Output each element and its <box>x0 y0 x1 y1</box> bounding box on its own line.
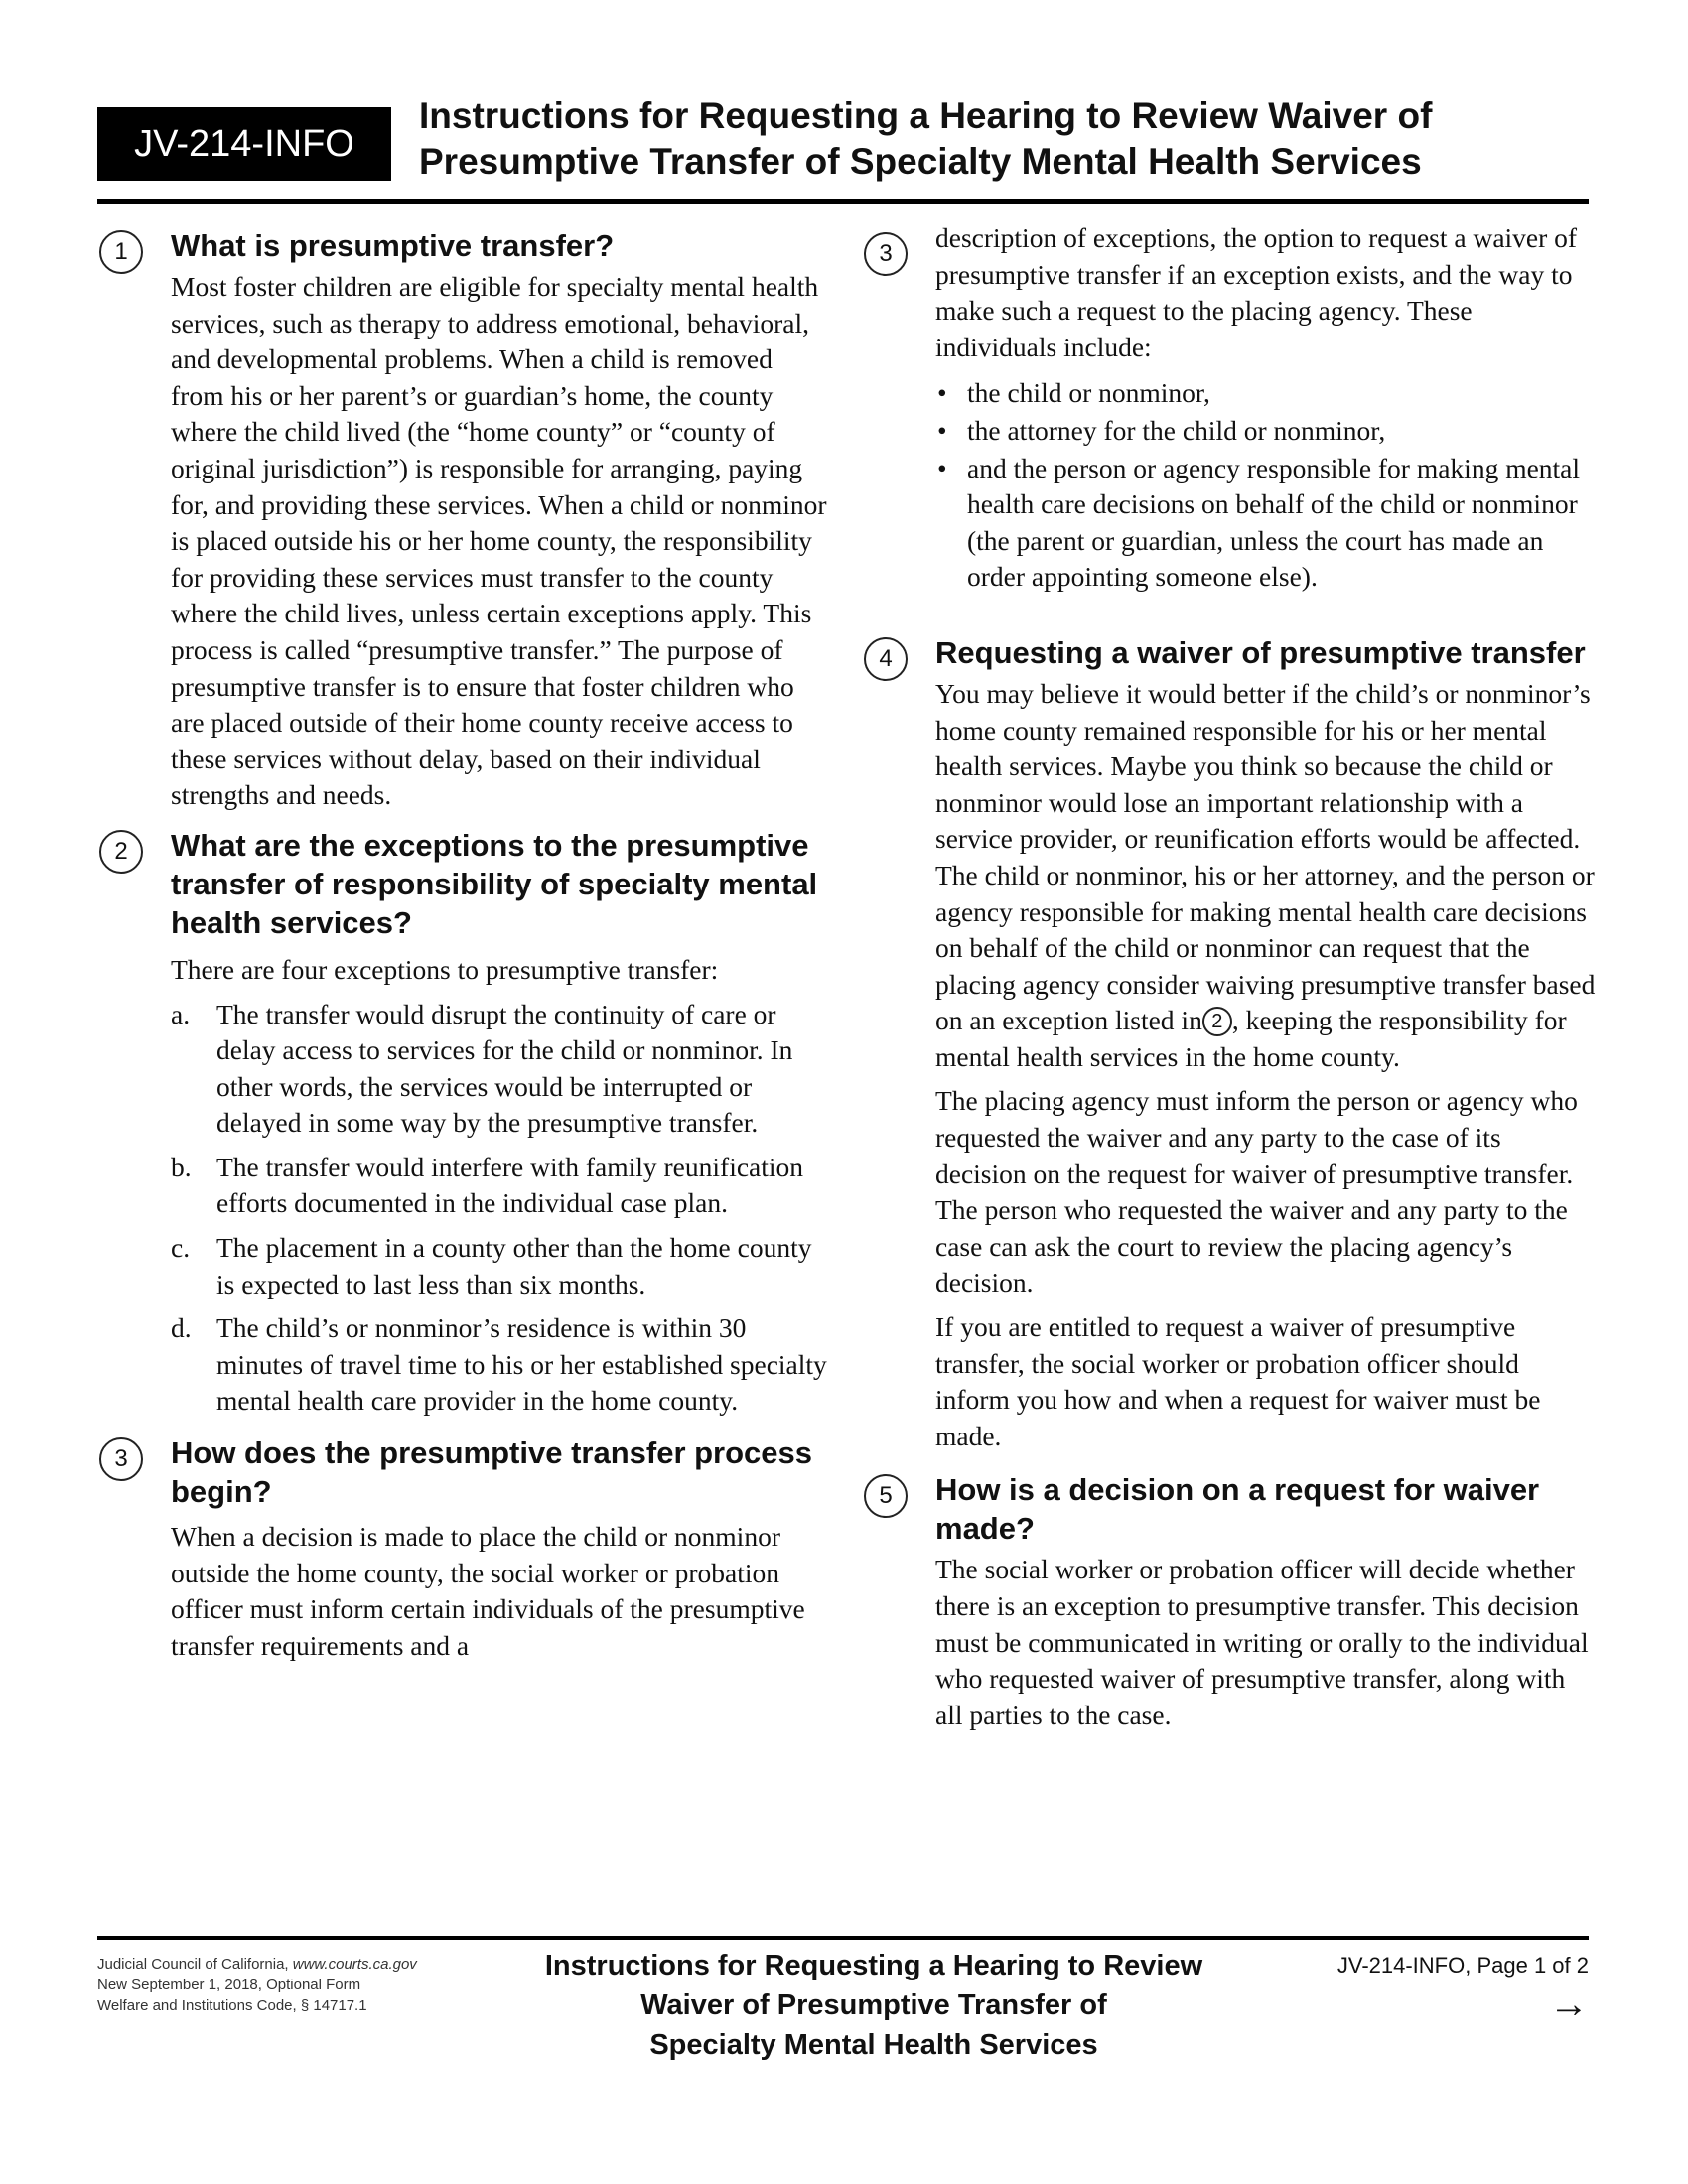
form-title-line-2: Presumptive Transfer of Specialty Mental Health Services <box>419 141 1422 182</box>
form-title <box>419 93 1591 185</box>
section-2-reference-icon: 2 <box>1202 1007 1232 1036</box>
section-3-heading: How does the presumptive transfer process begin? <box>171 1435 813 1510</box>
footer-divider <box>97 1936 1589 1940</box>
notify-list-item <box>935 375 1597 412</box>
form-id-badge: JV-214-INFO <box>97 107 391 181</box>
footer-form-id: JV-214-INFO, <box>1336 1953 1472 1978</box>
exception-marker: b. <box>171 1151 192 1182</box>
section-3-paragraph: When a decision is made to place the child or nonminor outside the home county, the social worker or probation officer must inform certain individuals of the presumptive transfer requirements and a <box>171 1521 805 1661</box>
section-2-intro: There are four exceptions to presumptive transfer: <box>171 953 719 985</box>
section-4-text-after: , keeping the responsibility for mental health services in the home county. <box>935 1005 1567 1072</box>
notify-list-text: the child or nonminor, <box>967 377 1210 409</box>
bullet-icon: • <box>937 452 947 483</box>
exception-item <box>171 1150 832 1222</box>
exception-text: The transfer would disrupt the continuity of care or delay access to services for the child or nonminor. In other words, the services would be interrupted or delayed in some way by the presumptive transfer. <box>216 998 793 1139</box>
footer-source-line-1 <box>97 1954 494 1975</box>
footer-title-line-1: Instructions for Requesting a Hearing to Review <box>544 1950 1203 1981</box>
header-divider <box>97 199 1589 204</box>
exception-marker: d. <box>171 1312 192 1344</box>
section-5-heading: How is a decision on a request for waiver made? <box>935 1472 1540 1547</box>
section-3-continued <box>862 220 1597 596</box>
bullet-icon: • <box>937 377 947 409</box>
section-number-1: 1 <box>99 230 143 274</box>
exception-text: The placement in a county other than the home county is expected to last less than six months. <box>216 1232 812 1299</box>
section-4-text-before: You may believe it would better if the child’s or nonminor’s home county remained responsible for his or her mental health services. Maybe you think so because the child or nonminor would lose an important relationship with a service provider, or reunification efforts would be affected. The child or nonminor, his or her attorney, and the person or agency responsible for making mental health care decisions on behalf of the child or nonminor can request that the placing agency consider waiving presumptive transfer based on an exception listed in <box>935 677 1596 1036</box>
section-1-paragraph: Most foster children are eligible for specialty mental health services, such as therapy to address emotional, behavioral, and developmental problems. When a child is removed from his or her parent’s or guardian’s home, the county where the child lived (the “home county” or “county of original jurisdiction”) is responsible for arranging, paying for, and providing these services. When a child or nonminor is placed outside his or her home county, the responsibility for providing these services must transfer to the county where the child lives, unless certain exceptions apply. This process is called “presumptive transfer.” The purpose of presumptive transfer is to ensure that foster children who are placed outside of their home county receive access to these services without delay, based on their individual strengths and needs. <box>171 271 827 811</box>
section-3 <box>97 1433 832 1664</box>
footer-title <box>487 1946 1261 2065</box>
section-4-paragraph-1 <box>935 676 1597 1076</box>
next-page-arrow-icon[interactable]: → <box>1549 1982 1589 2026</box>
right-column <box>862 220 1597 1741</box>
section-4-heading: Requesting a waiver of presumptive transfer <box>935 634 1586 670</box>
section-5-paragraph: The social worker or probation officer will decide whether there is an exception to presumptive transfer. This decision must be communicated in writing or orally to the individual who requested waiver of presumptive transfer, along with all parties to the case. <box>935 1554 1589 1730</box>
exception-item <box>171 1230 832 1302</box>
exception-marker: a. <box>171 998 191 1029</box>
section-4 <box>862 633 1597 1454</box>
notify-list-item <box>935 451 1597 596</box>
left-column <box>97 226 832 1672</box>
footer-title-line-3: Specialty Mental Health Services <box>649 2029 1098 2061</box>
section-2-heading: What are the exceptions to the presumptive transfer of responsibility of specialty mental health services? <box>171 827 818 940</box>
footer-page-info <box>1281 1952 1589 2027</box>
section-number-4: 4 <box>864 637 908 681</box>
section-number-3: 3 <box>99 1437 143 1481</box>
section-4-paragraph-3: If you are entitled to request a waiver of presumptive transfer, the social worker or probation officer should inform you how and when a request for waiver must be made. <box>935 1311 1541 1451</box>
section-2 <box>97 826 832 1420</box>
section-number-3-continued: 3 <box>864 232 908 276</box>
section-number-5: 5 <box>864 1474 908 1518</box>
footer-source <box>97 1954 494 2016</box>
exception-item <box>171 1310 832 1420</box>
section-number-2: 2 <box>99 830 143 874</box>
footer-page-number: Page 1 of 2 <box>1471 1953 1589 1978</box>
footer-website-link[interactable]: www.courts.ca.gov <box>292 1956 417 1973</box>
form-title-line-1: Instructions for Requesting a Hearing to Review Waiver of <box>419 95 1433 136</box>
footer-source-line-3: Welfare and Institutions Code, § 14717.1 <box>97 1997 367 2014</box>
bullet-icon: • <box>937 414 947 446</box>
exception-marker: c. <box>171 1232 191 1264</box>
footer-title-line-2: Waiver of Presumptive Transfer of <box>640 1989 1107 2021</box>
section-5 <box>862 1470 1597 1733</box>
footer-source-line-2: New September 1, 2018, Optional Form <box>97 1977 361 1993</box>
notify-list-text: the attorney for the child or nonminor, <box>967 414 1386 446</box>
section-4-paragraph-2: The placing agency must inform the person or agency who requested the waiver and any party to the case of its decision on the request for waiver of presumptive transfer. The person who requested the waiver and any party to the case can ask the court to review the placing agency’s decision. <box>935 1085 1578 1298</box>
section-3-continued-paragraph: description of exceptions, the option to request a waiver of presumptive transfer if an exception exists, and the way to make such a request to the placing agency. These individuals include: <box>935 222 1578 362</box>
section-1 <box>97 226 832 814</box>
notify-list-item <box>935 413 1597 450</box>
notify-list-text: and the person or agency responsible for making mental health care decisions on behalf of the child or nonminor (the parent or guardian, unless the court has made an order appointing someone else). <box>967 452 1581 593</box>
footer-publisher: Judicial Council of California, <box>97 1956 293 1973</box>
exception-item <box>171 997 832 1142</box>
exception-text: The child’s or nonminor’s residence is within 30 minutes of travel time to his or her established specialty mental health care provider in the home county. <box>216 1312 827 1417</box>
section-1-heading: What is presumptive transfer? <box>171 228 615 263</box>
exception-text: The transfer would interfere with family reunification efforts documented in the individual case plan. <box>216 1151 804 1219</box>
footer-page-line <box>1281 1952 1589 1979</box>
